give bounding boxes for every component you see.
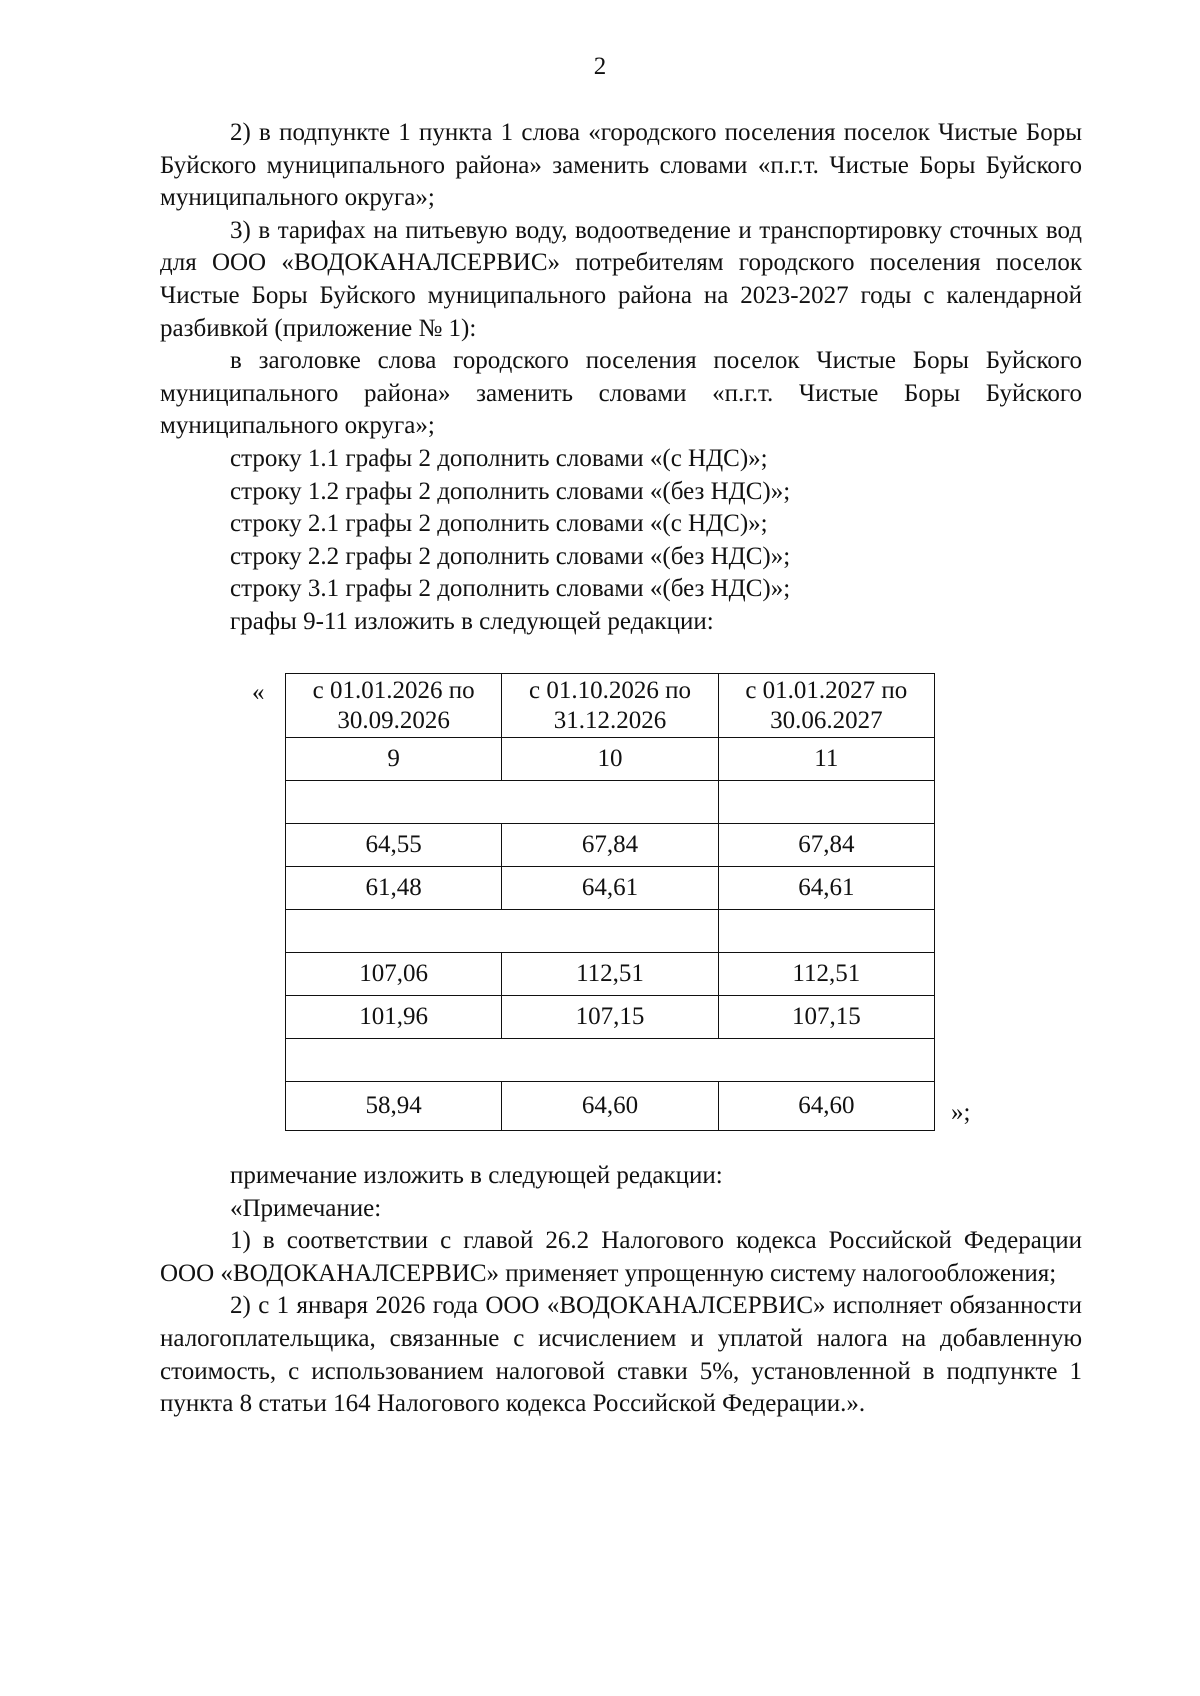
table-cell: 64,61 xyxy=(502,867,718,910)
table-row xyxy=(286,996,935,1039)
table-cell: 61,48 xyxy=(286,867,502,910)
page-number: 2 xyxy=(593,53,607,80)
table-header-row xyxy=(286,674,935,738)
table-cell: 107,06 xyxy=(286,953,502,996)
paragraph-note-2: 2) с 1 января 2026 года ООО «ВОДОКАНАЛСЕРВИС» исполняет обязанности налогоплательщика, связанные с исчислением и уплатой налога на добавленную стоимость, с использованием налоговой ставки 5%, установленной в подпункте 1 пункта 8 статьи 164 Налогового кодекса Российской Федерации.». xyxy=(160,1292,1082,1418)
blank-cell xyxy=(286,910,719,953)
table-row xyxy=(286,1082,935,1131)
table-cell: 64,61 xyxy=(718,867,934,910)
blank-cell xyxy=(286,1039,935,1082)
paragraph-row-2-2: строку 2.2 графы 2 дополнить словами «(без НДС)»; xyxy=(230,542,791,570)
amendment-text-top xyxy=(160,117,1082,639)
table-blank-row xyxy=(286,1039,935,1082)
table-cell: 107,15 xyxy=(502,996,718,1039)
paragraph-row-1-1: строку 1.1 графы 2 дополнить словами «(с НДС)»; xyxy=(230,444,768,472)
table-row xyxy=(286,824,935,867)
column-header-11: с 01.01.2027 по 30.06.2027 xyxy=(718,674,934,738)
blank-cell xyxy=(286,781,719,824)
column-number: 11 xyxy=(718,738,934,781)
blank-cell xyxy=(718,910,934,953)
paragraph-columns-intro: графы 9-11 изложить в следующей редакции: xyxy=(230,607,714,635)
table-cell: 64,60 xyxy=(718,1082,934,1131)
column-number-row xyxy=(286,738,935,781)
paragraph-header-change: в заголовке слова городского поселения поселок Чистые Боры Буйского муниципального района» заменить словами «п.г.т. Чистые Боры Буйского муниципального округа»; xyxy=(160,347,1082,440)
blank-cell xyxy=(718,781,934,824)
column-header-10: с 01.10.2026 по 31.12.2026 xyxy=(502,674,718,738)
table-cell: 64,60 xyxy=(502,1082,718,1131)
table-row xyxy=(286,953,935,996)
table-blank-row xyxy=(286,781,935,824)
paragraph-note-title: «Примечание: xyxy=(230,1194,382,1222)
table-cell: 58,94 xyxy=(286,1082,502,1131)
paragraph-row-3-1: строку 3.1 графы 2 дополнить словами «(без НДС)»; xyxy=(230,575,791,603)
table-open-quote: « xyxy=(252,679,265,706)
tariff-table xyxy=(285,673,935,1131)
amendment-text-bottom xyxy=(160,1160,1082,1421)
paragraph-item-3: 3) в тарифах на питьевую воду, водоотведение и транспортировку сточных вод для ООО «ВОДОКАНАЛСЕРВИС» потребителям городского поселения поселок Чистые Боры Буйского муниципального района на 2023-2027 годы с календарной разбивкой (приложение № 1): xyxy=(160,216,1082,342)
column-header-9: с 01.01.2026 по 30.09.2026 xyxy=(286,674,502,738)
table-cell: 67,84 xyxy=(502,824,718,867)
column-number: 10 xyxy=(502,738,718,781)
table-blank-row xyxy=(286,910,935,953)
table-close-quote: »; xyxy=(951,1099,971,1126)
paragraph-row-2-1: строку 2.1 графы 2 дополнить словами «(с НДС)»; xyxy=(230,510,768,538)
paragraph-note-intro: примечание изложить в следующей редакции: xyxy=(230,1162,723,1189)
table-cell: 101,96 xyxy=(286,996,502,1039)
paragraph-note-1: 1) в соответствии с главой 26.2 Налогового кодекса Российской Федерации ООО «ВОДОКАНАЛСЕРВИС» применяет упрощенную систему налогообложения; xyxy=(160,1227,1082,1287)
table-cell: 64,55 xyxy=(286,824,502,867)
table-cell: 112,51 xyxy=(718,953,934,996)
paragraph-row-1-2: строку 1.2 графы 2 дополнить словами «(без НДС)»; xyxy=(230,477,791,505)
table-cell: 67,84 xyxy=(718,824,934,867)
paragraph-item-2: 2) в подпункте 1 пункта 1 слова «городского поселения поселок Чистые Боры Буйского муниципального района» заменить словами «п.г.т. Чистые Боры Буйского муниципального округа»; xyxy=(160,119,1082,212)
table-cell: 112,51 xyxy=(502,953,718,996)
column-number: 9 xyxy=(286,738,502,781)
table-cell: 107,15 xyxy=(718,996,934,1039)
table-row xyxy=(286,867,935,910)
